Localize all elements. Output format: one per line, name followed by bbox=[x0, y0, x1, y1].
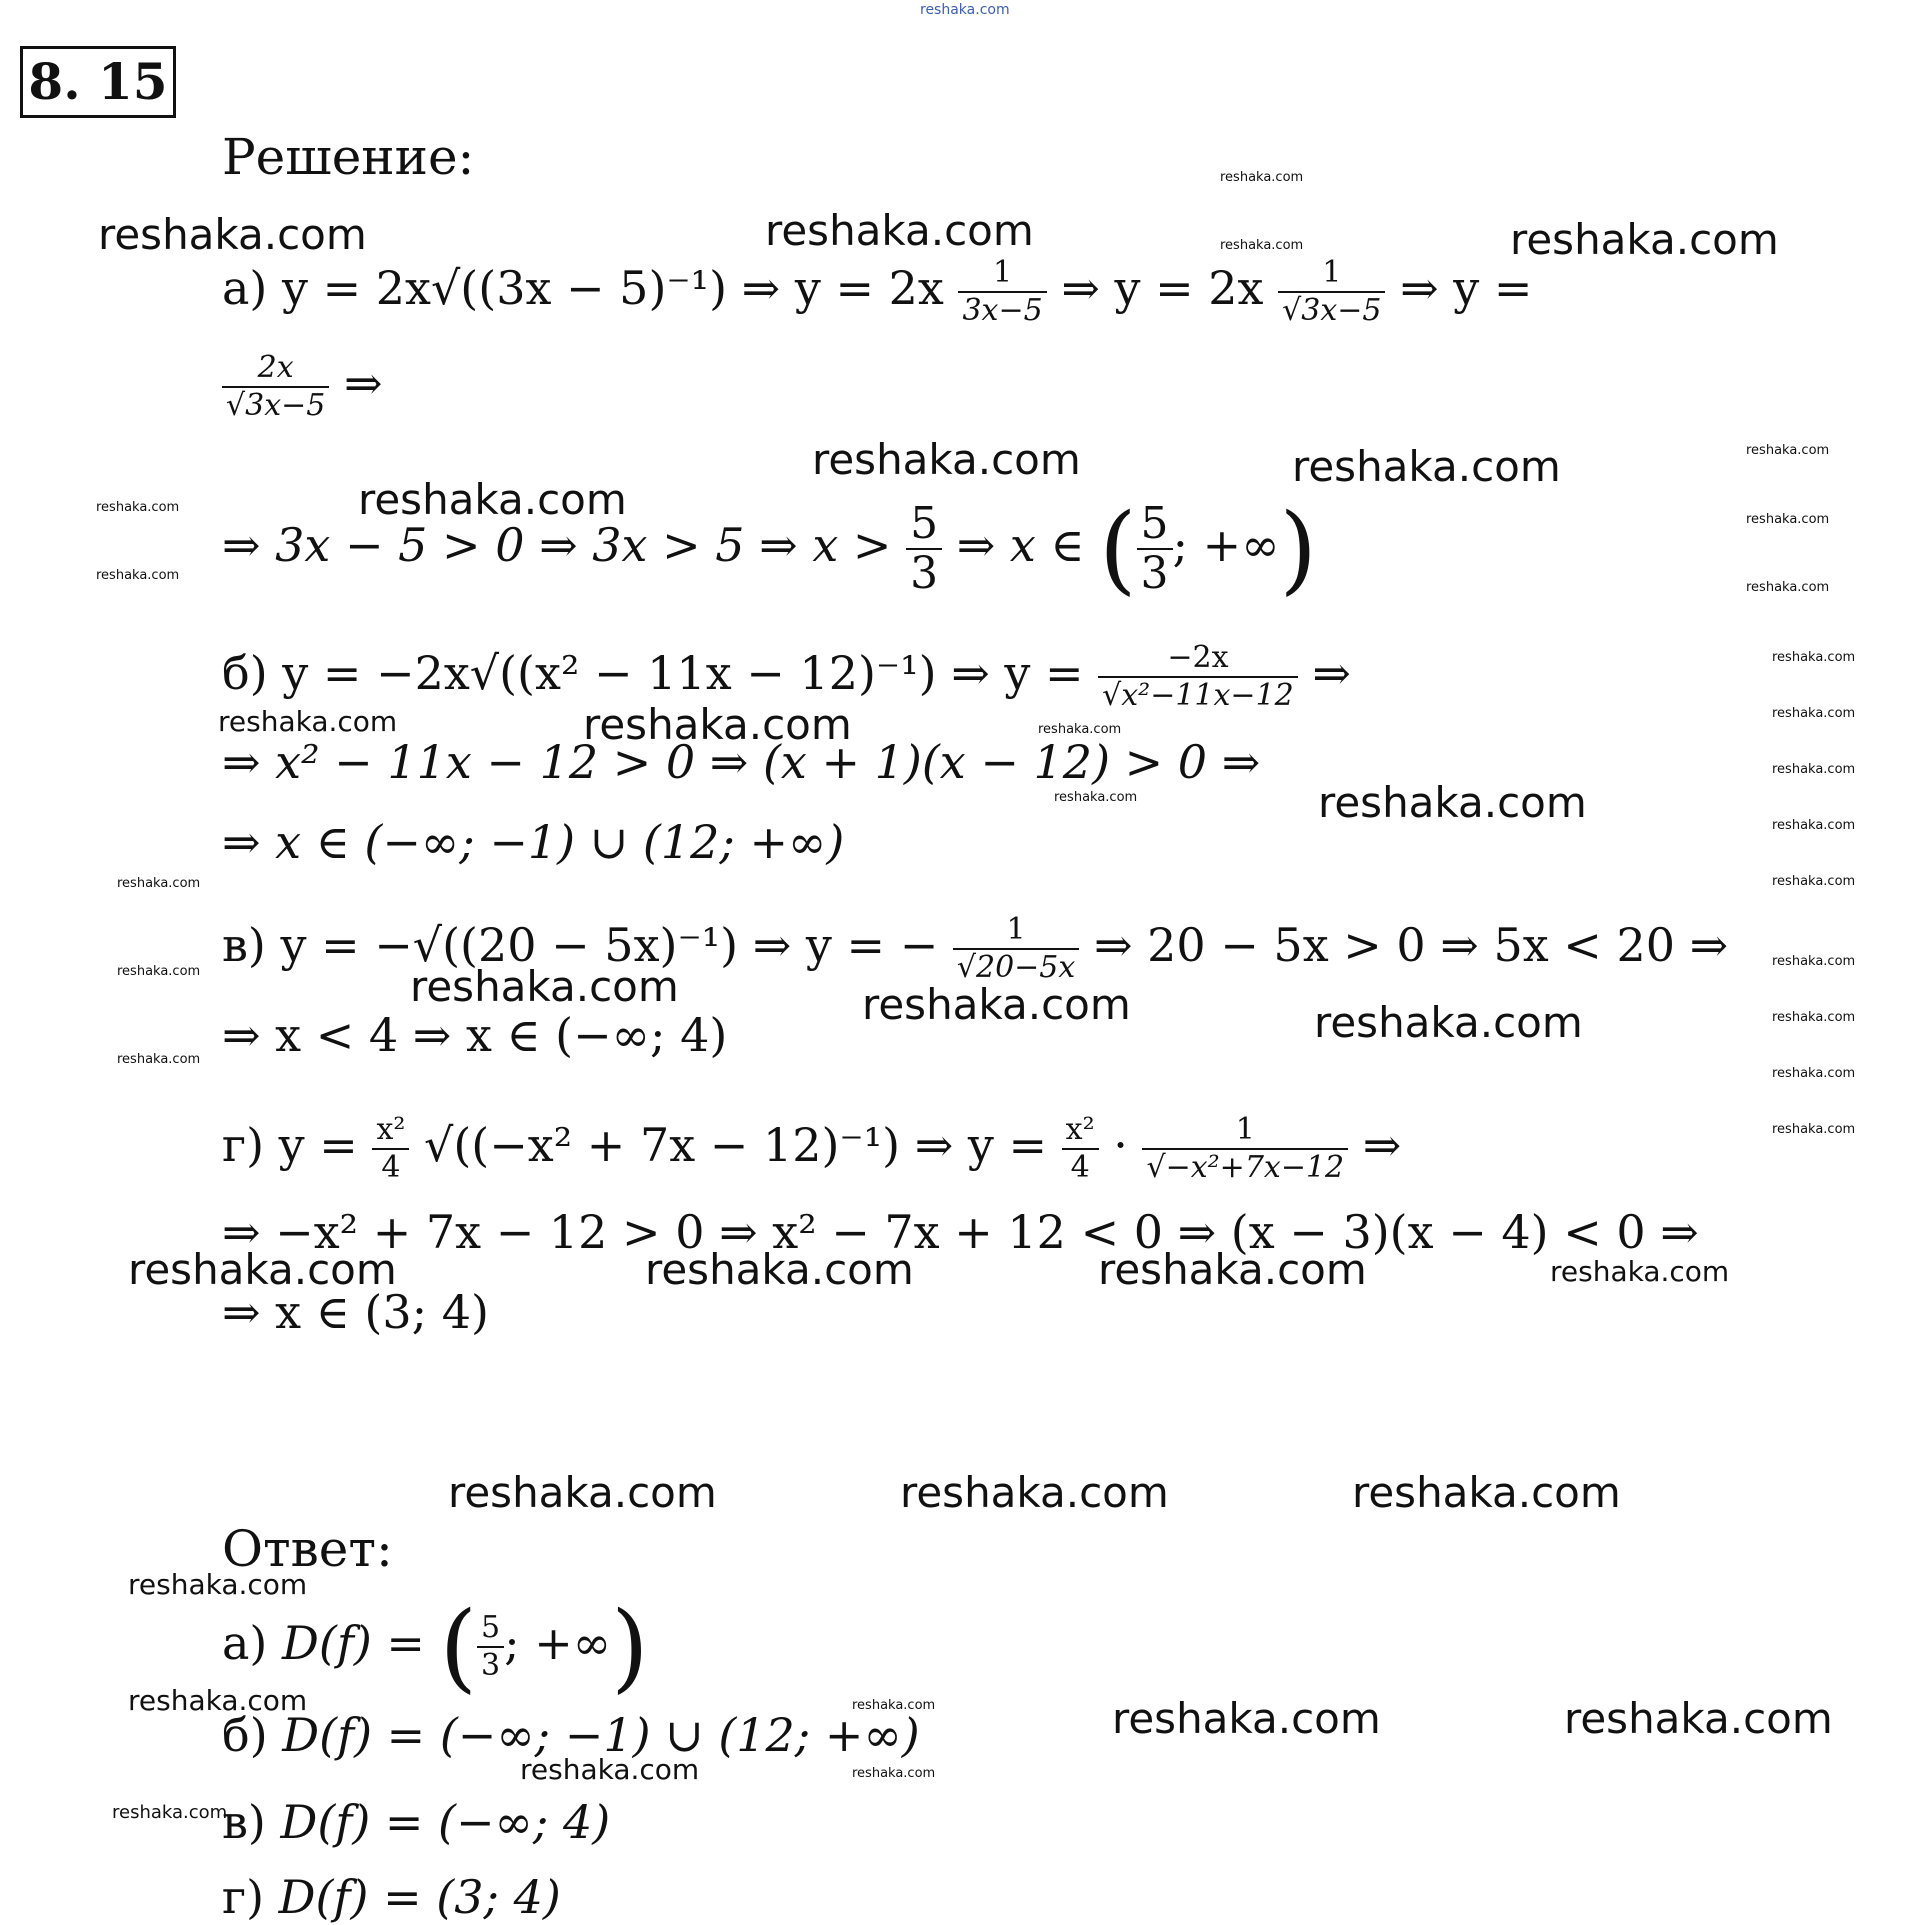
fraction: $\frac{2x}{√3x-5}$ bbox=[222, 350, 329, 424]
formula-text: ⇒ y = 2x bbox=[1061, 261, 1264, 315]
watermark: reshaka.com bbox=[117, 1052, 201, 1067]
solution-a-line1 bbox=[222, 255, 1532, 329]
solution-d-line2: ⇒ −x² + 7x − 12 > 0 ⇒ x² − 7x + 12 < 0 ⇒ (x − 3)(x − 4) < 0 ⇒ bbox=[222, 1205, 1699, 1259]
watermark: reshaka.com bbox=[765, 206, 1034, 255]
solution-d-line1 bbox=[222, 1112, 1401, 1186]
watermark: reshaka.com bbox=[1220, 238, 1304, 253]
solution-a-line2 bbox=[222, 350, 383, 424]
arrow: ⇒ bbox=[1312, 646, 1351, 700]
item-label-c: в) bbox=[222, 1795, 266, 1849]
solution-b-line2: ⇒ x² − 11x − 12 > 0 ⇒ (x + 1)(x − 12) > 0 ⇒ bbox=[222, 735, 1261, 789]
watermark: reshaka.com bbox=[1772, 1066, 1856, 1081]
formula-text: y = bbox=[278, 1118, 358, 1172]
formula-text: ⇒ 20 − 5x > 0 ⇒ 5x < 20 ⇒ bbox=[1093, 918, 1729, 972]
watermark: reshaka.com bbox=[812, 435, 1081, 484]
watermark: reshaka.com bbox=[1314, 998, 1583, 1047]
watermark: reshaka.com bbox=[1772, 818, 1856, 833]
paren-close: ) bbox=[611, 1591, 649, 1703]
watermark: reshaka.com bbox=[410, 962, 679, 1011]
watermark: reshaka.com bbox=[1352, 1468, 1621, 1517]
answer-a bbox=[222, 1591, 649, 1703]
formula-text: ⇒ 3x − 5 > 0 ⇒ 3x > 5 ⇒ x > bbox=[222, 518, 892, 572]
watermark: reshaka.com bbox=[645, 1245, 914, 1294]
solution-heading: Решение: bbox=[222, 128, 475, 186]
formula-text: ; +∞ bbox=[504, 1616, 612, 1670]
fraction: $\frac{1}{√3x-5}$ bbox=[1278, 255, 1385, 329]
arrow: ⇒ bbox=[1362, 1118, 1402, 1172]
solution-d-line3: ⇒ x ∈ (3; 4) bbox=[222, 1285, 489, 1339]
fraction: $\frac{\text{x²}}{4}$ bbox=[372, 1112, 409, 1186]
fraction: $\frac{5}{3}$ bbox=[477, 1610, 504, 1684]
formula-text: √((−x² + 7x − 12)⁻¹) ⇒ y = bbox=[424, 1118, 1048, 1172]
formula-text: D(f) = (3; 4) bbox=[278, 1870, 561, 1924]
watermark: reshaka.com bbox=[1772, 1122, 1856, 1137]
watermark: reshaka.com bbox=[1318, 778, 1587, 827]
watermark: reshaka.com bbox=[1220, 170, 1304, 185]
watermark: reshaka.com bbox=[1510, 215, 1779, 264]
formula-text: ; +∞ bbox=[1172, 518, 1280, 572]
watermark: reshaka.com bbox=[128, 1684, 308, 1717]
watermark: reshaka.com bbox=[117, 876, 201, 891]
watermark: reshaka.com bbox=[1772, 706, 1856, 721]
formula-text: y = −√((20 − 5x)⁻¹) ⇒ y = − bbox=[280, 918, 939, 972]
fraction: $\frac{1}{\text{√−x²+7x−12}}$ bbox=[1142, 1112, 1348, 1186]
watermark: reshaka.com bbox=[1772, 874, 1856, 889]
watermark: reshaka.com bbox=[112, 1802, 228, 1823]
watermark: reshaka.com bbox=[900, 1468, 1169, 1517]
watermark: reshaka.com bbox=[1098, 1245, 1367, 1294]
item-label-d: г) bbox=[222, 1870, 265, 1924]
formula-text: y = 2x√((3x − 5)⁻¹) ⇒ y = 2x bbox=[282, 261, 944, 315]
paren-open: ( bbox=[1099, 493, 1137, 605]
watermark: reshaka.com bbox=[1746, 512, 1830, 527]
watermark: reshaka.com bbox=[520, 1753, 700, 1786]
paren-open: ( bbox=[439, 1591, 478, 1703]
paren-close: ) bbox=[1279, 493, 1317, 605]
item-label-b: б) bbox=[222, 1708, 268, 1762]
watermark: reshaka.com bbox=[96, 568, 180, 583]
watermark: reshaka.com bbox=[1054, 790, 1138, 805]
watermark: reshaka.com bbox=[1292, 442, 1561, 491]
watermark: reshaka.com bbox=[583, 700, 852, 749]
formula-text: ⇒ y = bbox=[1400, 261, 1533, 315]
problem-number: 8. 15 bbox=[20, 46, 176, 118]
watermark: reshaka.com bbox=[862, 980, 1131, 1029]
solution-b-line3: ⇒ x ∈ (−∞; −1) ∪ (12; +∞) bbox=[222, 815, 845, 869]
fraction: $\frac{\text{x²}}{4}$ bbox=[1062, 1112, 1099, 1186]
item-label-c: в) bbox=[222, 918, 266, 972]
answer-heading: Ответ: bbox=[222, 1520, 393, 1578]
watermark: reshaka.com bbox=[852, 1766, 936, 1781]
formula-text: ⇒ x ∈ bbox=[956, 518, 1085, 572]
answer-d bbox=[222, 1870, 561, 1924]
formula-text: D(f) = bbox=[282, 1616, 425, 1670]
watermark: reshaka.com bbox=[1038, 722, 1122, 737]
formula-text: y = −2x√((x² − 11x − 12)⁻¹) ⇒ y = bbox=[282, 646, 1084, 700]
watermark: reshaka.com bbox=[1772, 1010, 1856, 1025]
fraction: $\frac{-2x}{\text{√x²−11x−12}}$ bbox=[1098, 640, 1298, 714]
watermark: reshaka.com bbox=[96, 500, 180, 515]
watermark: reshaka.com bbox=[1772, 762, 1856, 777]
fraction: $\frac{5}{3}$ bbox=[906, 500, 942, 598]
watermark: reshaka.com bbox=[448, 1468, 717, 1517]
watermark: reshaka.com bbox=[1564, 1694, 1833, 1743]
watermark: reshaka.com bbox=[117, 964, 201, 979]
solution-c-line2: ⇒ x < 4 ⇒ x ∈ (−∞; 4) bbox=[222, 1008, 728, 1062]
item-label-a: а) bbox=[222, 261, 268, 315]
arrow: ⇒ bbox=[343, 356, 383, 410]
watermark: reshaka.com bbox=[128, 1568, 308, 1601]
fraction: $\frac{1}{3x-5}$ bbox=[958, 255, 1046, 329]
watermark: reshaka.com bbox=[358, 475, 627, 524]
watermark: reshaka.com bbox=[1112, 1694, 1381, 1743]
watermark: reshaka.com bbox=[128, 1245, 397, 1294]
watermark: reshaka.com bbox=[1772, 650, 1856, 665]
item-label-b: б) bbox=[222, 646, 268, 700]
watermark: reshaka.com bbox=[98, 210, 367, 259]
item-label-d: г) bbox=[222, 1118, 265, 1172]
item-label-a: а) bbox=[222, 1616, 268, 1670]
formula-text: D(f) = (−∞; −1) ∪ (12; +∞) bbox=[282, 1708, 920, 1762]
watermark: reshaka.com bbox=[218, 705, 398, 738]
watermark: reshaka.com bbox=[1772, 954, 1856, 969]
answer-c bbox=[222, 1795, 610, 1849]
watermark: reshaka.com bbox=[852, 1698, 936, 1713]
formula-text: D(f) = (−∞; 4) bbox=[280, 1795, 611, 1849]
watermark: reshaka.com bbox=[1746, 580, 1830, 595]
watermark: reshaka.com bbox=[920, 2, 1010, 18]
fraction: $\frac{1}{√20-5x}$ bbox=[953, 912, 1079, 986]
dot-operator: · bbox=[1113, 1118, 1128, 1172]
watermark: reshaka.com bbox=[1746, 443, 1830, 458]
watermark: reshaka.com bbox=[1550, 1255, 1730, 1288]
fraction: $\frac{5}{3}$ bbox=[1137, 500, 1173, 598]
